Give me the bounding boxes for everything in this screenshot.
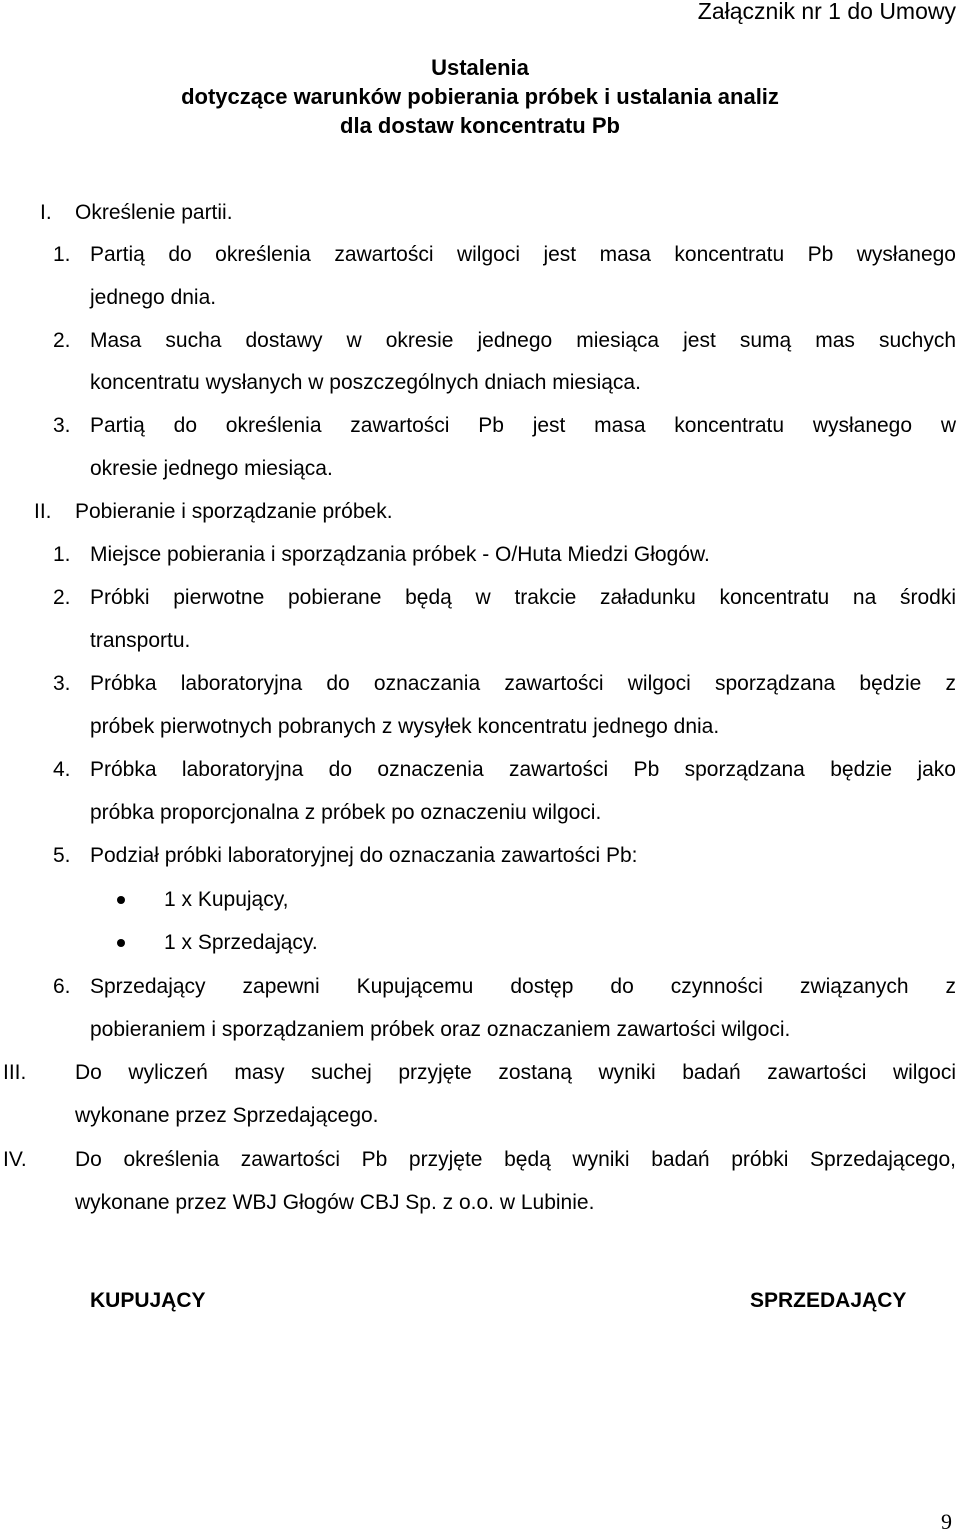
item-number: 4. [53,758,71,781]
page-number: 9 [941,1509,952,1534]
bullet-text: 1 x Sprzedający. [164,931,318,954]
annex-label: Załącznik nr 1 do Umowy [697,0,956,24]
item-text-continued: koncentratu wysłanych w poszczególnych dniach miesiąca. [90,371,641,394]
item-number: 5. [53,844,71,867]
item-text: Próbka laboratoryjna do oznaczania zawartości wilgoci sporządzana będzie z [90,672,956,695]
item-text: Sprzedający zapewni Kupującemu dostęp do czynności związanych z [90,975,956,998]
section-iv-number: IV. [3,1148,27,1171]
item-text-continued: jednego dnia. [90,286,217,309]
item-number: 1. [53,243,71,266]
item-number: 6. [53,975,71,998]
title-line-3: dla dostaw koncentratu Pb [340,113,620,138]
title-line-1: Ustalenia [431,55,529,80]
item-text: Próbka laboratoryjna do oznaczenia zawartości Pb sporządzana będzie jako [90,758,956,781]
item-text-continued: okresie jednego miesiąca. [90,457,333,480]
item-text: Masa sucha dostawy w okresie jednego miesiąca jest sumą mas suchych [90,329,956,352]
item-text-continued: próbek pierwotnych pobranych z wysyłek koncentratu jednego dnia. [90,715,720,738]
section-iii-number: III. [3,1061,27,1084]
item-text-continued: transportu. [90,629,191,652]
section-ii-number: II. [34,500,52,523]
section-iii-text-continued: wykonane przez Sprzedającego. [75,1104,379,1127]
section-iii-text: Do wyliczeń masy suchej przyjęte zostaną wyniki badań zawartości wilgoci [75,1061,956,1084]
section-iv-text: Do określenia zawartości Pb przyjęte będą wyniki badań próbki Sprzedającego, [75,1148,956,1171]
title-line-2: dotyczące warunków pobierania próbek i ustalania analiz [181,84,779,109]
item-text: Partią do określenia zawartości wilgoci jest masa koncentratu Pb wysłanego [90,243,956,266]
section-iv-text-continued: wykonane przez WBJ Głogów CBJ Sp. z o.o. w Lubinie. [75,1191,595,1214]
bullet-icon [117,939,125,947]
buyer-signature-label: KUPUJĄCY [90,1289,206,1312]
section-i-number: I. [40,201,52,224]
item-text: Partią do określenia zawartości Pb jest masa koncentratu wysłanego w [90,414,956,437]
item-number: 2. [53,586,71,609]
item-text: Miejsce pobierania i sporządzania próbek - O/Huta Miedzi Głogów. [90,543,710,566]
item-number: 2. [53,329,71,352]
seller-signature-label: SPRZEDAJĄCY [750,1289,907,1312]
item-number: 3. [53,414,71,437]
bullet-icon [117,896,125,904]
item-text: Podział próbki laboratoryjnej do oznaczania zawartości Pb: [90,844,638,867]
section-i-heading: Określenie partii. [75,201,233,224]
section-ii-heading: Pobieranie i sporządzanie próbek. [75,500,393,523]
item-text: Próbki pierwotne pobierane będą w trakcie załadunku koncentratu na środki [90,586,956,609]
item-text-continued: próbka proporcjonalna z próbek po oznaczeniu wilgoci. [90,801,602,824]
item-text-continued: pobieraniem i sporządzaniem próbek oraz oznaczaniem zawartości wilgoci. [90,1018,791,1041]
item-number: 3. [53,672,71,695]
bullet-text: 1 x Kupujący, [164,888,289,911]
item-number: 1. [53,543,71,566]
